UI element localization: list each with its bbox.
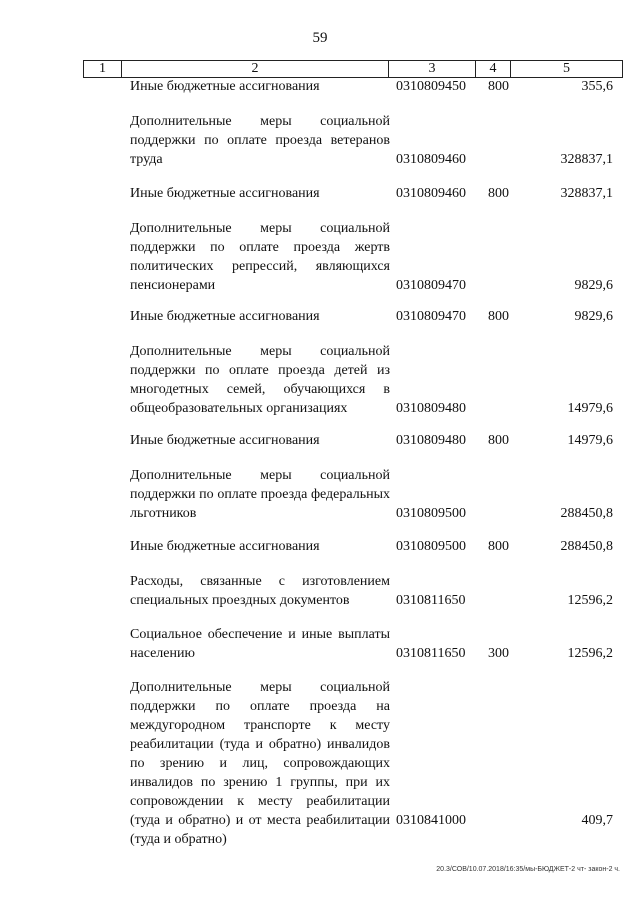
- row-description: Дополнительные меры социальной поддержки по оплате проезда федеральных льготников: [130, 468, 390, 521]
- row-code: 0310809470: [396, 309, 466, 324]
- row-description: Дополнительные меры социальной поддержки по оплате проезда детей из многодетных семей, обучающихся в общеобразовательных организациях: [130, 344, 390, 416]
- row-expense-type: 300: [488, 646, 509, 661]
- row-expense-type: 800: [488, 433, 509, 448]
- row-amount: 14979,6: [567, 433, 613, 448]
- table-row: [83, 572, 623, 625]
- row-description: Иные бюджетные ассигнования: [130, 433, 320, 448]
- row-description: Дополнительные меры социальной поддержки по оплате проезда ветеранов труда: [130, 114, 390, 167]
- row-code: 0310809500: [396, 539, 466, 554]
- row-amount: 409,7: [581, 813, 613, 828]
- row-code: 0310809460: [396, 186, 466, 201]
- table-row: [83, 678, 623, 848]
- row-description: Иные бюджетные ассигнования: [130, 539, 320, 554]
- column-2-header: 2: [122, 61, 389, 77]
- row-description: Расходы, связанные с изготовлением специальных проездных документов: [130, 574, 390, 608]
- table-row: [83, 184, 623, 219]
- page-number: 59: [312, 30, 328, 46]
- budget-table: [83, 77, 623, 848]
- column-5-header: 5: [563, 61, 570, 76]
- row-code: 0310811650: [396, 646, 466, 661]
- column-4-header: 4: [476, 61, 511, 77]
- row-amount: 12596,2: [567, 593, 613, 608]
- row-amount: 355,6: [581, 79, 613, 94]
- table-row: [83, 342, 623, 431]
- row-expense-type: 800: [488, 539, 509, 554]
- row-code: 0310809460: [396, 152, 466, 167]
- row-code: 0310809450: [396, 79, 466, 94]
- table-column-header: [83, 60, 623, 78]
- column-3-header: 3: [389, 61, 476, 77]
- row-description: Иные бюджетные ассигнования: [130, 79, 320, 94]
- row-amount: 9829,6: [574, 309, 613, 324]
- row-description: Социальное обеспечение и иные выплаты населению: [130, 627, 390, 661]
- row-code: 0310809480: [396, 433, 466, 448]
- row-expense-type: 800: [488, 79, 509, 94]
- row-amount: 328837,1: [560, 152, 613, 167]
- row-amount: 14979,6: [567, 401, 613, 416]
- table-row: [83, 625, 623, 678]
- row-expense-type: 800: [488, 309, 509, 324]
- row-amount: 328837,1: [560, 186, 613, 201]
- row-amount: 9829,6: [574, 278, 613, 293]
- row-code: 0310809480: [396, 401, 466, 416]
- document-footer-code: 20.3/СОВ/10.07.2018/16:35/мы-БЮДЖЕТ-2 чт- закон-2 ч.: [436, 866, 620, 873]
- row-description: Иные бюджетные ассигнования: [130, 309, 320, 324]
- row-code: 0310809470: [396, 278, 466, 293]
- row-description: Иные бюджетные ассигнования: [130, 186, 320, 201]
- row-expense-type: 800: [488, 186, 509, 201]
- row-code: 0310841000: [396, 813, 466, 828]
- table-row: [83, 77, 623, 112]
- row-code: 0310809500: [396, 506, 466, 521]
- row-description: Дополнительные меры социальной поддержки по оплате проезда жертв политических репрессий, являющихся пенсионерами: [130, 221, 390, 293]
- row-amount: 288450,8: [560, 539, 613, 554]
- row-amount: 12596,2: [567, 646, 613, 661]
- table-row: [83, 466, 623, 537]
- column-1-header: 1: [84, 61, 122, 77]
- table-row: [83, 307, 623, 342]
- row-amount: 288450,8: [560, 506, 613, 521]
- row-description: Дополнительные меры социальной поддержки по оплате проезда на междугородном транспорте к месту реабилитации (туда и обратно) инвалидов по зрению и лиц, сопровождающих инвалидов по зрению 1 группы, при их сопровождении к месту реабилитации (туда и обратно) и от места реабилитации (туда и обратно): [130, 680, 390, 847]
- row-code: 0310811650: [396, 593, 466, 608]
- table-row: [83, 537, 623, 572]
- table-row: [83, 431, 623, 466]
- table-row: [83, 112, 623, 184]
- table-row: [83, 219, 623, 307]
